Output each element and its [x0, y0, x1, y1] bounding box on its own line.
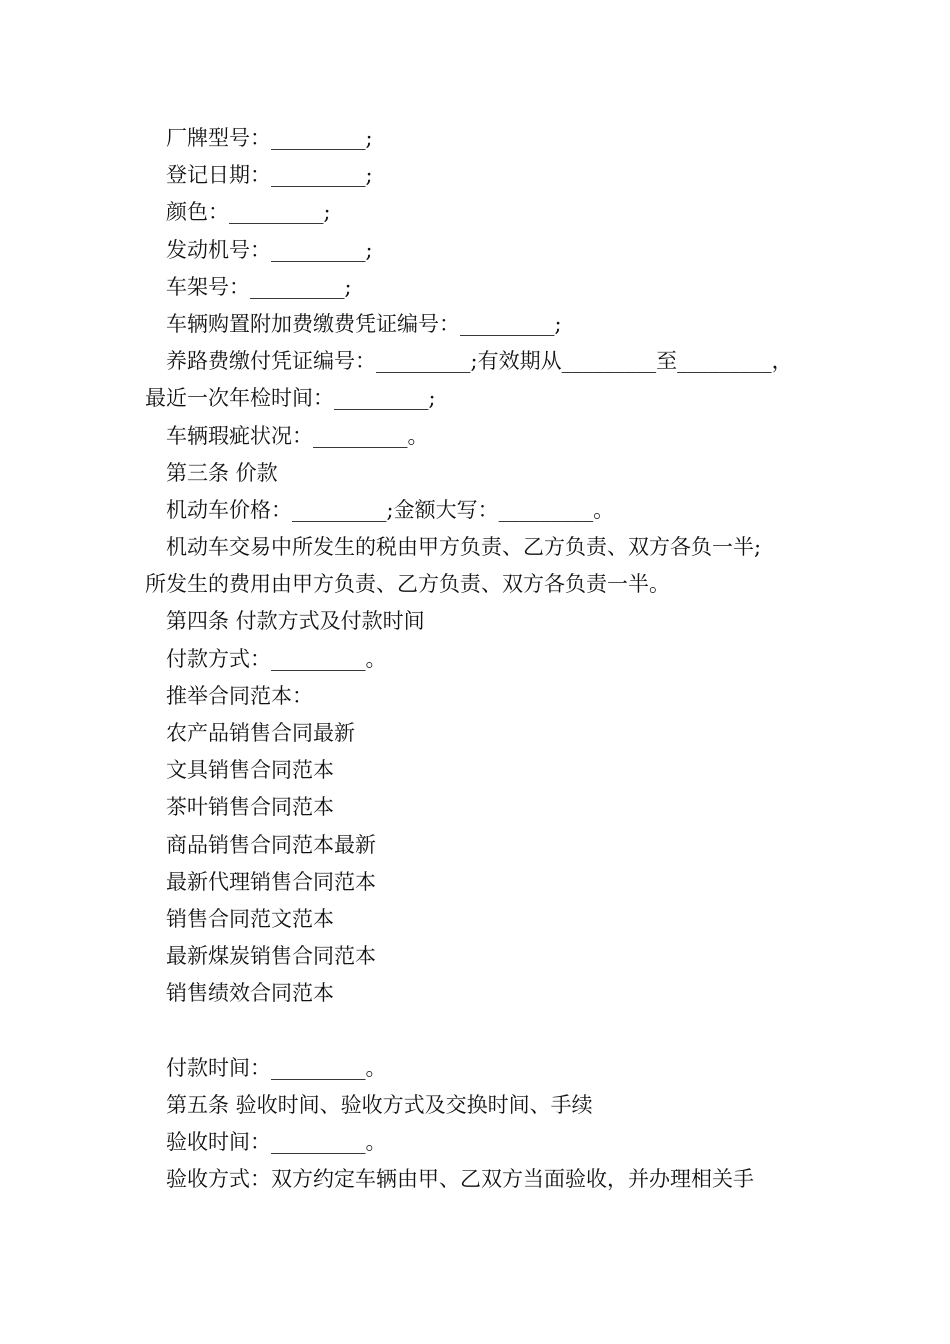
text-line: 登记日期：_________; — [166, 163, 373, 188]
text-line: 付款时间：_________。 — [166, 1055, 387, 1080]
text-line: 车架号：_________; — [166, 274, 352, 299]
text-line: 验收时间：_________。 — [166, 1130, 387, 1155]
template-list-item: 销售合同范文范本 — [166, 906, 334, 931]
text-line: 车辆瑕疵状况：_________。 — [166, 423, 429, 448]
text-line: 最近一次年检时间：_________; — [145, 386, 436, 411]
template-list-item: 农产品销售合同最新 — [166, 721, 355, 745]
section-heading: 第三条 价款 — [166, 460, 278, 485]
template-list-item: 销售绩效合同范本 — [166, 981, 334, 1006]
text-line: 养路费缴付凭证编号：_________;有效期从_________至_________， — [166, 349, 793, 374]
section-heading: 第四条 付款方式及付款时间 — [166, 609, 425, 634]
text-line: 发动机号：_________; — [166, 237, 373, 262]
text-line: 机动车交易中所发生的税由甲方负责、乙方负责、双方各负一半; — [166, 535, 762, 560]
text-line: 厂牌型号：_________; — [166, 126, 373, 150]
text-line: 机动车价格：_________;金额大写：_________。 — [166, 497, 615, 522]
blank-spacer — [145, 1013, 815, 1050]
text-line: 车辆购置附加费缴费凭证编号：_________; — [166, 311, 562, 336]
template-list-item: 最新煤炭销售合同范本 — [166, 944, 376, 969]
text-line: 所发生的费用由甲方负责、乙方负责、双方各负责一半。 — [145, 572, 670, 597]
template-list-item: 最新代理销售合同范本 — [166, 869, 376, 894]
recommended-templates-label: 推举合同范本： — [166, 683, 313, 708]
text-line: 颜色：_________; — [166, 200, 331, 225]
template-list-item: 商品销售合同范本最新 — [166, 832, 376, 857]
section-heading: 第五条 验收时间、验收方式及交换时间、手续 — [166, 1092, 593, 1117]
template-list-item: 文具销售合同范本 — [166, 758, 334, 783]
text-line: 验收方式：双方约定车辆由甲、乙双方当面验收，并办理相关手 — [166, 1167, 754, 1192]
template-list-item: 茶叶销售合同范本 — [166, 795, 334, 820]
text-line: 付款方式：_________。 — [166, 646, 387, 671]
contract-body — [145, 120, 815, 1198]
